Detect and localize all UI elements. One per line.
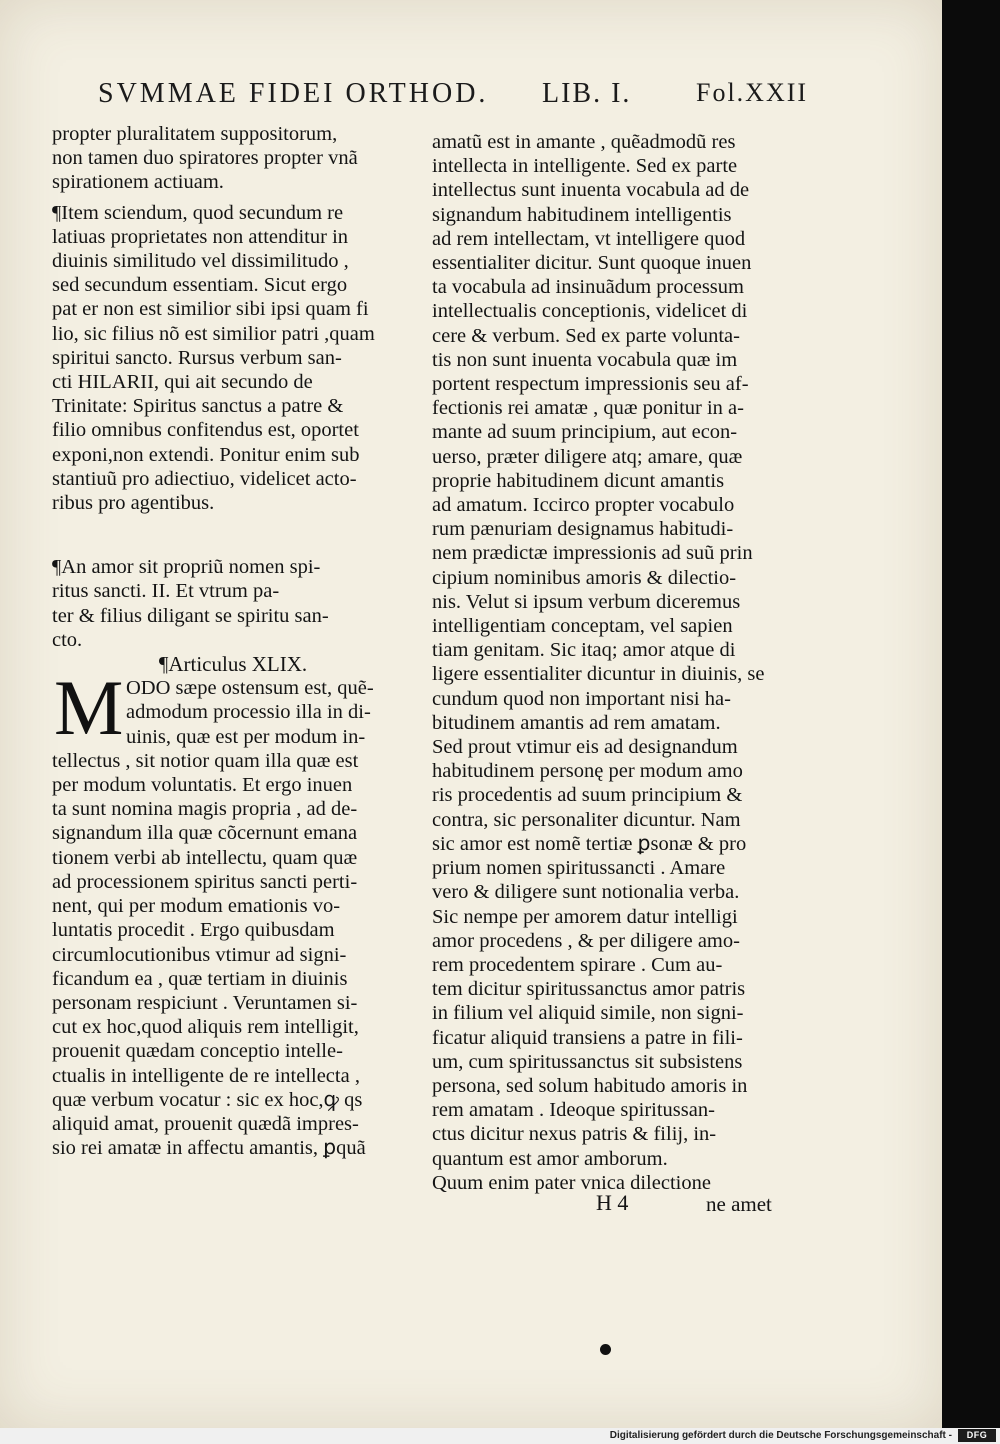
- spacer: [52, 515, 414, 555]
- text-line: ligere essentialiter dicuntur in diuinis, se: [432, 663, 765, 686]
- text-line: contra, sic personaliter dicuntur. Nam: [432, 808, 741, 831]
- text-line: essentialiter dicitur. Sunt quoque inuen: [432, 252, 752, 275]
- text-line: persona, sed solum habitudo amoris in: [432, 1074, 748, 1097]
- text-line: ad rem intellectam, vt intelligere quod: [432, 227, 746, 250]
- text-line: fectionis rei amatæ , quæ ponitur in a-: [432, 397, 744, 420]
- text-line: quæ verbum vocatur : sic ex hoc,ꝙ qs: [52, 1088, 363, 1111]
- text-line: ad amatum. Iccirco propter vocabulo: [432, 494, 735, 517]
- text-line: latiuas proprietates non attenditur in: [52, 225, 349, 248]
- text-line: rum pænuriam designamus habitudi-: [432, 518, 734, 541]
- text-line: intellectualis conceptionis, videlicet di: [432, 300, 748, 323]
- text-line: luntatis procedit . Ergo quibusdam: [52, 919, 335, 942]
- text-line: bitudinem amantis ad rem amatam.: [432, 711, 721, 734]
- funding-notice: Digitalisierung gefördert durch die Deutsche Forschungsgemeinschaft -: [609, 1430, 952, 1441]
- text-line: ad processionem spiritus sancti perti-: [52, 870, 358, 893]
- text-line: cundum quod non important nisi ha-: [432, 687, 731, 710]
- running-head: [90, 78, 820, 118]
- text-line: spirationem actiuam.: [52, 171, 224, 194]
- text-line: uerso, præter diligere atq; amare, quæ: [432, 445, 743, 468]
- text-line: cere & verbum. Sed ex parte volunta-: [432, 324, 740, 347]
- text-line: habitudinem personę per modum amo: [432, 760, 743, 783]
- running-head-book: LIB. I.: [542, 78, 632, 109]
- paragraph-2: [52, 201, 414, 516]
- text-line: rem amatam . Ideoque spiritussan-: [432, 1099, 715, 1122]
- text-line: ficatur aliquid transiens a patre in fili-: [432, 1026, 743, 1049]
- text-line: ta sunt nomina magis propria , ad de-: [52, 798, 358, 821]
- text-line: intellecta in intelligente. Sed ex parte: [432, 155, 738, 178]
- text-line: amor procedens , & per diligere amo-: [432, 929, 740, 952]
- drop-capital: M: [54, 664, 124, 752]
- scan-border: [942, 0, 1000, 1428]
- text-line: filio omnibus confitendus est, oportet: [52, 419, 359, 442]
- text-line: uinis, quæ est per modum in-: [126, 725, 366, 748]
- text-line: ta vocabula ad insinuãdum processum: [432, 276, 744, 299]
- dfg-logo: DFG: [958, 1429, 996, 1442]
- text-line: Trinitate: Spiritus sanctus a patre &: [52, 395, 344, 418]
- text-line: intelligentiam conceptam, vel sapien: [432, 615, 733, 638]
- text-line: cto.: [52, 628, 83, 651]
- text-line: nent, qui per modum emationis vo-: [52, 895, 341, 918]
- text-line: nis. Velut si ipsum verbum diceremus: [432, 590, 741, 613]
- text-line: intellectus sunt inuenta vocabula ad de: [432, 179, 750, 202]
- running-head-title: SVMMAE FIDEI ORTHOD.: [98, 78, 489, 109]
- text-line: sio rei amatæ in affectu amantis, ꝑquã: [52, 1137, 366, 1160]
- text-line: propter pluralitatem suppositorum,: [52, 123, 338, 145]
- text-line: tis non sunt inuenta vocabula quæ im: [432, 348, 738, 371]
- text-line: tionem verbi ab intellectu, quam quæ: [52, 846, 358, 869]
- text-line: ODO sæpe ostensum est, quẽ-: [126, 677, 374, 700]
- text-line: pat er non est similior sibi ipsi quam fi: [52, 298, 369, 321]
- text-line: vero & diligere sunt notionalia verba.: [432, 881, 740, 904]
- text-line: stantiuũ pro adiectiuo, videlicet acto-: [52, 467, 357, 490]
- text-line: um, cum spiritussanctus sit subsistens: [432, 1050, 743, 1073]
- text-line: personam respiciunt . Veruntamen si-: [52, 991, 358, 1014]
- text-line: diuinis similitudo vel dissimilitudo ,: [52, 250, 349, 273]
- catchword: ne amet: [706, 1192, 772, 1216]
- text-line: ris procedentis ad suum principium &: [432, 784, 743, 807]
- text-line: in filium vel aliquid simile, non signi-: [432, 1002, 744, 1025]
- text-line: ¶An amor sit propriũ nomen spi-: [52, 556, 321, 579]
- text-line: ¶Item sciendum, quod secundum re: [52, 201, 344, 224]
- text-line: amatũ est in amante , quẽadmodũ res: [432, 131, 736, 153]
- text-line: ter & filius diligant se spiritu san-: [52, 604, 329, 627]
- text-line: admodum processio illa in di-: [126, 701, 371, 724]
- text-line: sic amor est nomẽ tertiæ ꝑsonæ & pro: [432, 832, 747, 855]
- text-line: Sed prout vtimur eis ad designandum: [432, 736, 738, 759]
- text-line: tiam genitam. Sic itaq; amor atque di: [432, 639, 736, 662]
- text-line: cti HILARII, qui ait secundo de: [52, 371, 313, 394]
- question-heading: [52, 555, 414, 652]
- text-line: mante ad suum principium, aut econ-: [432, 421, 738, 444]
- text-line: ribus pro agentibus.: [52, 492, 215, 515]
- text-line: prouenit quædam conceptio intelle-: [52, 1040, 343, 1063]
- text-line: portent respectum impressionis seu af-: [432, 373, 749, 396]
- paragraph-1: [52, 122, 414, 195]
- text-line: ctus dicitur nexus patris & filij, in-: [432, 1123, 717, 1146]
- text-line: proprie habitudinem dicunt amantis: [432, 469, 725, 492]
- text-line: quantum est amor amborum.: [432, 1147, 668, 1170]
- text-line: signandum habitudinem intelligentis: [432, 203, 732, 226]
- text-line: spiritui sancto. Rursus verbum san-: [52, 346, 342, 369]
- text-line: non tamen duo spiratores propter vnã: [52, 147, 358, 170]
- text-line: tellectus , sit notior quam illa quæ est: [52, 749, 359, 772]
- text-line: signandum illa quæ cõcernunt emana: [52, 822, 358, 845]
- text-line: tem dicitur spiritussanctus amor patris: [432, 978, 746, 1001]
- text-line: nem prædictæ impressionis ad suũ prin: [432, 542, 753, 565]
- ink-dot: [600, 1344, 611, 1355]
- text-line: ritus sancti. II. Et vtrum pa-: [52, 580, 280, 603]
- text-line: rem procedentem spirare . Cum au-: [432, 953, 723, 976]
- folio-number: Fol.XXII: [696, 78, 809, 107]
- text-line: ficandum ea , quæ tertiam in diuinis: [52, 967, 348, 990]
- text-line: sed secundum essentiam. Sicut ergo: [52, 274, 348, 297]
- text-line: lio, sic filius nõ est similior patri ,quam: [52, 322, 375, 345]
- right-column: [432, 130, 798, 1195]
- text-line: exponi,non extendi. Ponitur enim sub: [52, 443, 360, 466]
- text-line: Quum enim pater vnica dilectione: [432, 1171, 711, 1194]
- text-line: aliquid amat, prouenit quædã impres-: [52, 1112, 359, 1135]
- text-line: circumlocutionibus vtimur ad signi-: [52, 943, 347, 966]
- text-line: prium nomen spiritussancti . Amare: [432, 857, 726, 880]
- text-line: cut ex hoc,quod aliquis rem intelligit,: [52, 1016, 359, 1039]
- article-heading: ¶Articulus XLIX.: [158, 652, 308, 677]
- text-line: Sic nempe per amorem datur intelligi: [432, 905, 738, 928]
- text-line: ctualis in intelligente de re intellecta ,: [52, 1064, 360, 1087]
- left-column: [52, 122, 414, 1160]
- signature-mark: H 4: [596, 1190, 629, 1215]
- text-line: per modum voluntatis. Et ergo inuen: [52, 774, 353, 797]
- text-line: cipium nominibus amoris & dilectio-: [432, 566, 737, 589]
